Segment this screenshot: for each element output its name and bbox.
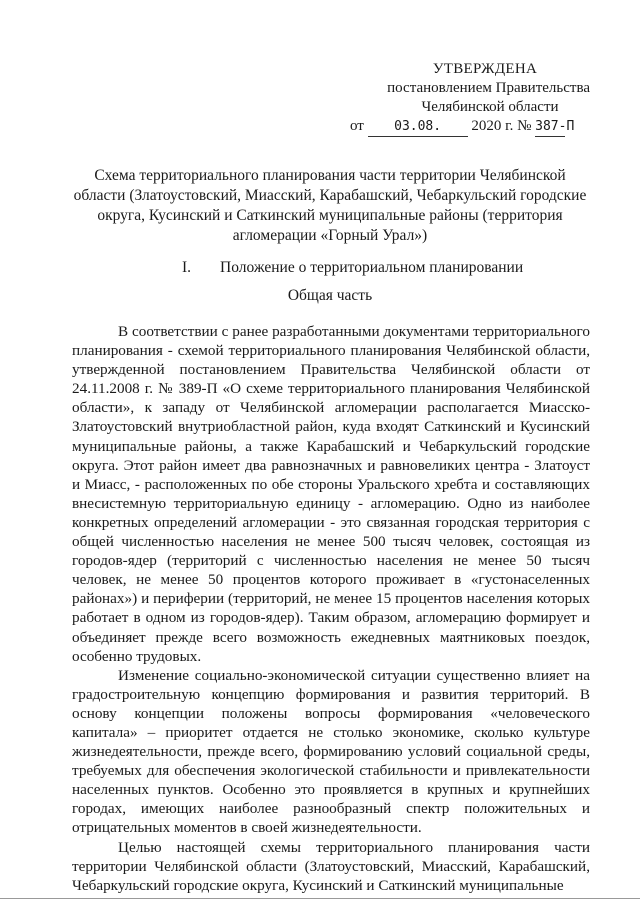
subsection-title: Общая часть: [287, 287, 373, 304]
section-title: Положение о территориальном планировании: [220, 259, 524, 276]
document-title: Схема территориального планирования части территории Челябинской области (Златоустовский, Миасский, Карабашский, Чебаркульский городские округа, Кусинский и Саткинский муниципальные районы (территория агломерации «Горный Урал»): [73, 167, 587, 244]
section-number: I.: [182, 259, 192, 276]
approval-title: УТВЕРЖДЕНА: [432, 61, 538, 77]
approval-stamp: [350, 60, 600, 137]
approval-prefix: от: [350, 118, 364, 134]
body-text: [72, 322, 590, 895]
paragraph: Изменение социально-экономической ситуации существенно влияет на градостроительную концепцию формирования и развития территорий. В основу концепции положены вопросы формирования «человеческого капитала» – приоритет отдается не столько экономике, сколько культуре жизнедеятельности, прежде всего, формированию условий социальной среды, требуемых для обеспечения экологической стабильности и привлекательности населенных пунктов. Особенно это проявляется в крупных и крупнейших городах, имеющих наиболее разнообразный спектр положительных и отрицательных моментов в своей жизнедеятельности.: [72, 666, 590, 837]
page-edge-line: [0, 898, 640, 899]
approval-line-decree: постановлением Правительства: [387, 80, 590, 96]
approval-line-date: [350, 117, 600, 137]
approval-line-region: Челябинской области: [421, 99, 559, 115]
paragraph: В соответствии с ранее разработанными документами территориального планирования - схемой территориального планирования Челябинской области, утвержденной постановлением Правительства Челябинской области от 24.11.2008 г. № 389-П «О схеме территориального планирования Челябинской области», к западу от Челябинской агломерации располагается Миасско-Златоустовский внутриобластной район, куда входят Саткинский и Кусинский муниципальные районы, а также Карабашский и Чебаркульский городские округа. Этот район имеет два равнозначных и равновеликих центра - Златоуст и Миасс, - расположенных по обе стороны Уральского хребта и составляющих внесистемную территориальную единицу - агломерацию. Одно из наиболее конкретных определений агломерации - это связанная городская территория с общей численностью населения не менее 500 тысяч человек, состоящая из городов-ядер (территорий с численностью населения не менее 50 тысяч человек, не менее 50 процентов которого проживает в «густонаселенных районах») и периферии (территорий, не менее 15 процентов населения которых работает в одном из городов-ядер). Таким образом, агломерацию формирует и объединяет прежде всего возможность ежедневных маятниковых поездок, особенно трудовых.: [72, 323, 590, 665]
approval-number: 387-П: [535, 117, 565, 137]
approval-date: 03.08.: [368, 117, 468, 137]
approval-year: 2020 г. №: [471, 118, 532, 134]
paragraph: Целью настоящей схемы территориального планирования части территории Челябинской области (Златоустовский, Миасский, Карабашский, Чебаркульский городские округа, Кусинский и Саткинский муниципальные: [72, 838, 590, 894]
